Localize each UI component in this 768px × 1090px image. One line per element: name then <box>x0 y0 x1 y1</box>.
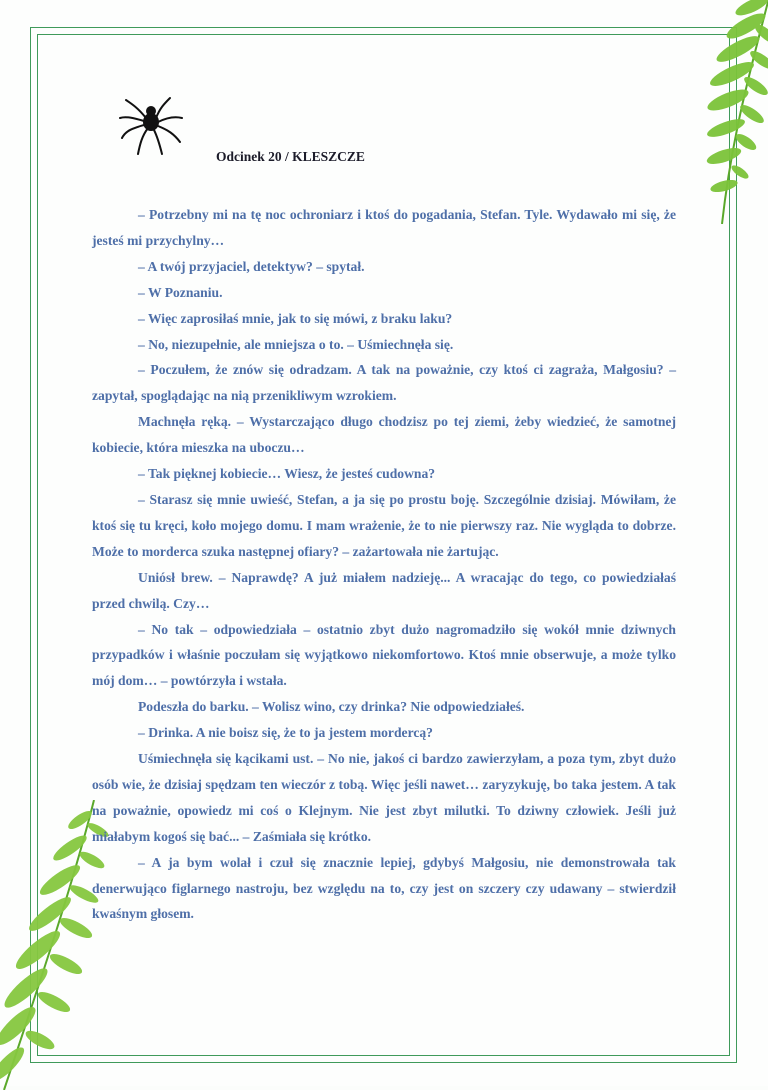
paragraph: – Tak pięknej kobiecie… Wiesz, że jesteś cudowna? <box>138 466 436 482</box>
paragraph: – Więc zaprosiłaś mnie, jak to się mówi, z braku laku? <box>138 310 453 326</box>
paragraph: – A ja bym wolał i czuł się znacznie lepiej, gdybyś Małgosiu, nie demonstrowała tak denerwująco figlarnego nastroju, bez względu na to, czy jest on szczery czy udawany – stwierdził kwaśnym głosem. <box>92 854 676 922</box>
paragraph: – A twój przyjaciel, detektyw? – spytał. <box>138 258 365 274</box>
episode-title: Odcinek 20 / KLESZCZE <box>216 149 365 164</box>
paragraph: – Potrzebny mi na tę noc ochroniarz i ktoś do pogadania, Stefan. Tyle. Wydawało mi się, że jesteś mi przychylny… <box>92 207 676 248</box>
paragraph: – Starasz się mnie uwieść, Stefan, a ja się po prostu boję. Szczególnie dzisiaj. Mówiłam, że ktoś się tu kręci, koło mojego domu. I mam wrażenie, że to nie pierwszy raz. Nie wygląda to dobrze. Może to morderca szuka następnej ofiary? – zażartowała nie żartując. <box>92 491 676 559</box>
paragraph: – Poczułem, że znów się odradzam. A tak na poważnie, czy ktoś ci zagraża, Małgosiu? – zapytał, spoglądając na nią przenikliwym wzrokiem. <box>92 362 676 404</box>
paragraph: – W Poznaniu. <box>138 284 223 300</box>
fern-leaf-icon <box>682 0 768 224</box>
paragraph: Podeszła do barku. – Wolisz wino, czy drinka? Nie odpowiedziałeś. <box>138 699 525 715</box>
paragraph: Uśmiechnęła się kącikami ust. – No nie, jakoś ci bardzo zawierzyłam, a poza tym, zbyt dużo osób wie, że dzisiaj spędzam ten wieczór z tobą. Więc jeśli nawet… zaryzykuję, bo taka jestem. A tak na poważnie, opowiedz mi coś o Klejnym. Nie jest zbyt milutki. To dziwny człowiek. Jeśli już miałabym kogoś się bać... – Zaśmiała się krótko. <box>92 751 676 844</box>
paragraph: – Drinka. A nie boisz się, że to ja jestem mordercą? <box>138 725 433 741</box>
paragraph: – No, niezupełnie, ale mniejsza o to. – Uśmiechnęła się. <box>138 336 454 352</box>
story-text <box>92 202 676 927</box>
paragraph: Machnęła ręką. – Wystarczająco długo chodzisz po tej ziemi, żeby wiedzieć, że samotnej kobiecie, która mieszka na uboczu… <box>92 414 676 456</box>
paragraph: Uniósł brew. – Naprawdę? A już miałem nadzieję... A wracając do tego, co powiedziałaś przed chwilą. Czy… <box>92 569 676 611</box>
paragraph: – No tak – odpowiedziała – ostatnio zbyt dużo nagromadziło się wokół mnie dziwnych przypadków i właśnie poczułam się wyjątkowo niekomfortowo. Ktoś mnie obserwuje, a może tylko mój dom… – powtórzyła i wstała. <box>92 621 676 689</box>
spider-icon <box>118 94 184 156</box>
